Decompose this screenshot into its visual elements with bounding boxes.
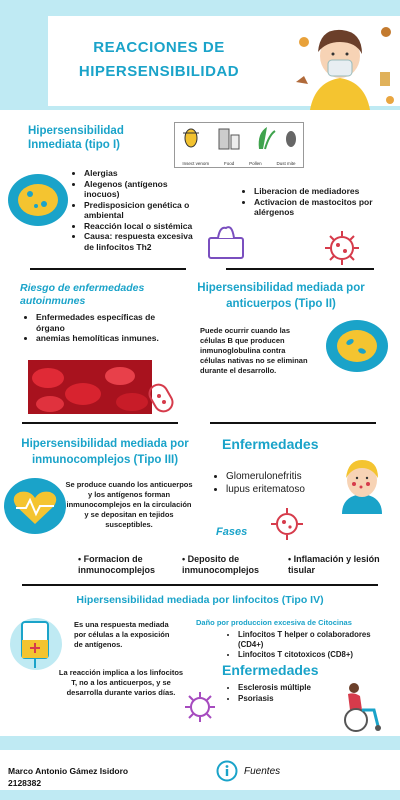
type1-heading: Hipersensibilidad Inmediata (tipo I) <box>28 125 124 151</box>
type3-enf-list <box>212 470 356 496</box>
phase-2: • Deposito de inmunocomplejos <box>182 554 260 575</box>
risk-heading: Riesgo de enfermedades autoinmunes <box>20 282 145 307</box>
tissue-box-icon <box>206 222 246 260</box>
red-blood-cells-image <box>28 360 152 414</box>
list-item: • Causa: respuesta excesiva de linfocitos Th2 <box>84 231 196 252</box>
caption-pollen: Pollen <box>249 161 262 166</box>
author-name: Marco Antonio Gámez Isidoro <box>8 766 129 776</box>
risk-list <box>22 312 176 344</box>
type4-enf-heading: Enfermedades <box>222 662 319 678</box>
divider <box>210 422 376 424</box>
list-item: • Reacción local o sistémica <box>84 221 196 232</box>
virus-icon <box>322 230 362 266</box>
antibody-cell-icon <box>324 318 390 374</box>
virus-icon <box>182 690 218 724</box>
lupus-face-icon <box>338 456 386 514</box>
type3-enf-heading: Enfermedades <box>222 436 319 452</box>
allergen-icons <box>175 123 303 157</box>
list-item: • Esclerosis múltiple <box>238 682 348 693</box>
list-item: • Alergias <box>84 168 196 179</box>
phase-1: • Formacion de inmunocomplejos <box>78 554 156 575</box>
divider <box>22 584 378 586</box>
info-icon[interactable] <box>216 760 238 782</box>
caption-food: Food <box>224 161 235 166</box>
caption-dust-mite: Dust mite <box>276 161 296 166</box>
type4-heading: Hipersensibilidad mediada por linfocitos (Tipo IV) <box>76 594 324 606</box>
type4-enf-list <box>224 682 348 704</box>
bacteria-icon <box>142 378 182 418</box>
sources-link[interactable]: Fuentes <box>244 766 281 777</box>
author-id: 2128382 <box>8 778 42 788</box>
type2-heading: Hipersensibilidad mediada por anticuerpos (Tipo II) <box>197 282 365 310</box>
divider <box>30 268 186 270</box>
list-item: • Predisposicion genética o ambiental <box>84 200 196 221</box>
list-item: • anemias hemolíticas inmunes. <box>36 333 176 344</box>
type3-heading: Hipersensibilidad mediada por inmunocomplejos (Tipo III) <box>21 438 189 466</box>
list-item: • Linfocitos T citotoxicos (CD8+) <box>238 650 398 660</box>
lymphocyte-bag-icon <box>8 612 64 672</box>
list-item: • Psoriasis <box>238 693 348 704</box>
type1-list-right <box>240 186 384 218</box>
allergen-panel <box>174 122 304 168</box>
type3-text: Se produce cuando los anticuerpos y los antígenos forman inmunocomplejos en la circulación y se depositan en tejidos susceptibles. <box>65 480 193 529</box>
phase-3: • Inflamación y lesión tisular <box>288 554 380 575</box>
divider <box>22 422 178 424</box>
heart-pulse-icon <box>2 476 68 536</box>
divider <box>226 268 374 270</box>
sneezing-person-illustration <box>290 12 400 110</box>
caption-insect-venom: Insect venom <box>182 161 210 166</box>
dano-list <box>224 630 398 660</box>
type4-text-2: La reacción implica a los linfocitos T, no a los anticuerpos, y se desarrolla durante varios días. <box>58 668 184 697</box>
list-item: • Alegenos (antígenos inocuos) <box>84 179 196 200</box>
list-item: • Linfocitos T helper o colaboradores (CD4+) <box>238 630 398 650</box>
list-item: • Enfermedades específicas de órgano <box>36 312 176 333</box>
wheelchair-person-icon <box>332 680 392 734</box>
type1-list-left <box>70 168 196 252</box>
list-item: • Glomerulonefritis <box>226 470 356 483</box>
type2-text: Puede ocurrir cuando las células B que producen inmunoglobulina contra células nativas no se eliminan durante el desarrollo. <box>200 326 308 375</box>
fases-heading: Fases <box>216 526 248 538</box>
dano-heading: Daño por produccion excesiva de Citocinas <box>196 618 352 627</box>
virus-icon <box>268 506 306 542</box>
list-item: • Liberacion de mediadores <box>254 186 384 197</box>
list-item: • Activacion de mastocitos por alérgenos <box>254 197 384 218</box>
list-item: • lupus eritematoso <box>226 483 356 496</box>
immune-cell-icon <box>6 172 70 228</box>
page-title: REACCIONES DE HIPERSENSIBILIDAD <box>78 39 240 80</box>
type4-text-1: Es una respuesta mediada por células a la exposición de antígenos. <box>74 620 170 649</box>
